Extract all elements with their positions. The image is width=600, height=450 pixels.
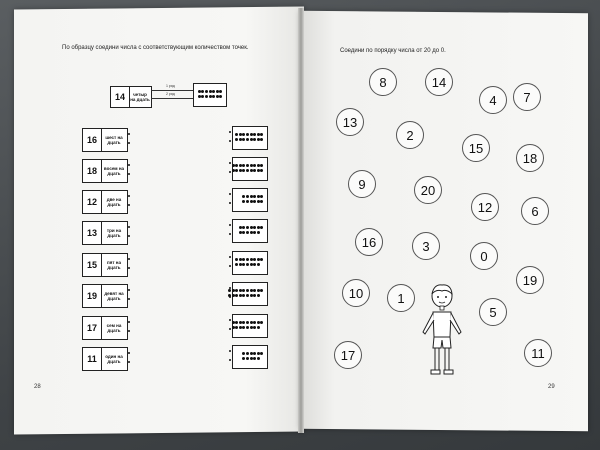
number-circle[interactable]: 14: [425, 68, 453, 96]
dot: [260, 164, 263, 167]
connect-point[interactable]: [229, 224, 231, 226]
dot-box[interactable]: [232, 126, 268, 150]
number-circle[interactable]: 6: [521, 197, 549, 225]
dot: [253, 294, 256, 297]
connect-point[interactable]: [229, 193, 231, 195]
dot: [242, 294, 245, 297]
connect-point[interactable]: [229, 202, 231, 204]
dot: [246, 200, 249, 203]
connect-point[interactable]: [229, 296, 231, 298]
dot: [239, 226, 242, 229]
row-word: три на дцать: [101, 222, 126, 244]
dot: [239, 258, 242, 261]
dot: [239, 231, 242, 234]
dot: [228, 289, 231, 292]
dot: [235, 289, 238, 292]
dot: [260, 258, 263, 261]
dot: [239, 263, 242, 266]
connect-point[interactable]: [128, 258, 130, 260]
number-circle[interactable]: 17: [334, 341, 362, 369]
dot: [260, 352, 263, 355]
connect-point[interactable]: [128, 235, 130, 237]
dot: [260, 226, 263, 229]
number-circle[interactable]: 11: [524, 339, 552, 367]
dot: [253, 258, 256, 261]
dot: [239, 169, 242, 172]
dot: [242, 326, 245, 329]
dot: [212, 95, 215, 98]
connect-point[interactable]: [128, 164, 130, 166]
dot: [253, 326, 256, 329]
dot: [257, 195, 260, 198]
number-circle[interactable]: 2: [396, 121, 424, 149]
row-number: 13: [86, 228, 97, 238]
dot: [235, 138, 238, 141]
dot: [246, 357, 249, 360]
dot: [260, 289, 263, 292]
dot: [253, 226, 256, 229]
dot: [253, 321, 256, 324]
connect-point[interactable]: [128, 330, 130, 332]
dot: [219, 95, 222, 98]
row-number: 19: [86, 291, 97, 301]
dot-box[interactable]: [232, 345, 268, 369]
dot: [216, 95, 219, 98]
example-number-box: [110, 86, 152, 108]
dot: [239, 289, 242, 292]
dot: [242, 231, 245, 234]
number-circle[interactable]: 5: [479, 298, 507, 326]
row-number: 17: [86, 323, 97, 333]
dot: [257, 357, 260, 360]
dot: [257, 326, 260, 329]
dot: [235, 326, 238, 329]
dot: [257, 231, 260, 234]
connect-point[interactable]: [229, 162, 231, 164]
connect-point[interactable]: [229, 350, 231, 352]
dot-box[interactable]: [232, 314, 268, 338]
example-connector-top: [151, 90, 193, 91]
dot: [235, 133, 238, 136]
number-box[interactable]: [82, 316, 128, 340]
connect-point[interactable]: [128, 204, 130, 206]
connect-point[interactable]: [128, 298, 130, 300]
dot: [239, 164, 242, 167]
dot: [232, 169, 235, 172]
dot: [246, 352, 249, 355]
left-page-number: 28: [34, 384, 41, 390]
dot: [260, 195, 263, 198]
dot: [235, 164, 238, 167]
dot: [232, 164, 235, 167]
dot: [257, 258, 260, 261]
dot: [250, 321, 253, 324]
number-box[interactable]: [82, 128, 128, 152]
right-instruction: Соедини по порядку числа от 20 до 0.: [340, 48, 446, 54]
dot: [246, 289, 249, 292]
number-circle[interactable]: 13: [336, 108, 364, 136]
number-circle[interactable]: 3: [412, 232, 440, 260]
connect-point[interactable]: [229, 265, 231, 267]
example-number: 14: [114, 92, 125, 102]
dot: [253, 263, 256, 266]
number-box[interactable]: [82, 284, 128, 308]
connect-point[interactable]: [128, 133, 130, 135]
connect-point[interactable]: [128, 289, 130, 291]
dot: [253, 352, 256, 355]
dot: [257, 164, 260, 167]
example-label-top: 1 ряд: [166, 84, 175, 88]
row-number: 18: [86, 166, 97, 176]
connect-point[interactable]: [229, 131, 231, 133]
dot: [242, 195, 245, 198]
number-circle[interactable]: 15: [462, 134, 490, 162]
dot: [209, 90, 212, 93]
dot: [253, 169, 256, 172]
dot: [250, 138, 253, 141]
dot: [246, 226, 249, 229]
connect-point[interactable]: [128, 361, 130, 363]
row-word: девят на дцать: [101, 285, 126, 307]
row-word: один на дцать: [101, 348, 126, 370]
row-word: сем на дцать: [101, 317, 126, 339]
connect-point[interactable]: [128, 226, 130, 228]
right-page-number: 29: [548, 384, 555, 390]
dot: [250, 357, 253, 360]
dot: [239, 294, 242, 297]
connect-point[interactable]: [229, 359, 231, 361]
dot: [253, 289, 256, 292]
dot-box[interactable]: [232, 251, 268, 275]
row-word: пят на дцать: [101, 254, 126, 276]
example-dot-box: [193, 83, 227, 107]
boy-illustration: [420, 282, 464, 380]
dot: [260, 321, 263, 324]
dot: [209, 95, 212, 98]
dot: [250, 164, 253, 167]
number-circle[interactable]: 9: [348, 170, 376, 198]
dot: [246, 169, 249, 172]
dot: [253, 133, 256, 136]
row-number: 16: [86, 135, 97, 145]
dot: [201, 95, 204, 98]
dot: [246, 195, 249, 198]
connect-point[interactable]: [128, 352, 130, 354]
dot: [246, 258, 249, 261]
dot: [260, 169, 263, 172]
dot: [198, 95, 201, 98]
dot: [246, 321, 249, 324]
dot: [257, 263, 260, 266]
number-box[interactable]: [82, 253, 128, 277]
dot: [250, 326, 253, 329]
dot: [250, 289, 253, 292]
number-circle[interactable]: 19: [516, 266, 544, 294]
dot: [250, 294, 253, 297]
dot: [232, 289, 235, 292]
number-box[interactable]: [82, 221, 128, 245]
example-connector-bottom: [151, 98, 193, 99]
dot: [242, 321, 245, 324]
dot: [257, 169, 260, 172]
dot: [235, 169, 238, 172]
number-circle[interactable]: 7: [513, 83, 541, 111]
example-word: четыр на дцать: [129, 87, 150, 107]
connect-point[interactable]: [229, 256, 231, 258]
dot: [201, 90, 204, 93]
row-number: 15: [86, 260, 97, 270]
dot: [250, 352, 253, 355]
number-circle[interactable]: 10: [342, 279, 370, 307]
dot: [246, 164, 249, 167]
number-box[interactable]: [82, 159, 128, 183]
dot: [232, 326, 235, 329]
dot: [235, 321, 238, 324]
number-circle[interactable]: 20: [414, 176, 442, 204]
dot: [246, 133, 249, 136]
example-label-bottom: 2 ряд: [166, 92, 175, 96]
dot: [253, 357, 256, 360]
number-circle[interactable]: 8: [369, 68, 397, 96]
dot: [242, 226, 245, 229]
connect-point[interactable]: [229, 328, 231, 330]
row-number: 11: [87, 354, 97, 364]
dot: [235, 294, 238, 297]
dot: [242, 263, 245, 266]
dot: [242, 164, 245, 167]
dot: [260, 200, 263, 203]
dot: [260, 133, 263, 136]
connect-point[interactable]: [229, 319, 231, 321]
dot: [250, 200, 253, 203]
connect-point[interactable]: [229, 287, 231, 289]
dot: [239, 321, 242, 324]
dot: [250, 169, 253, 172]
number-circle[interactable]: 12: [471, 193, 499, 221]
number-circle[interactable]: 4: [479, 86, 507, 114]
dot: [250, 258, 253, 261]
dot-box[interactable]: [232, 157, 268, 181]
number-circle[interactable]: 16: [355, 228, 383, 256]
dot: [253, 195, 256, 198]
number-circle[interactable]: 0: [470, 242, 498, 270]
dot: [257, 226, 260, 229]
row-number: 12: [86, 197, 97, 207]
dot: [257, 352, 260, 355]
dot-box[interactable]: [232, 188, 268, 212]
row-word: шест на дцать: [101, 129, 126, 151]
dot: [260, 138, 263, 141]
dot: [216, 90, 219, 93]
connect-point[interactable]: [128, 173, 130, 175]
dot: [242, 352, 245, 355]
connect-point[interactable]: [229, 140, 231, 142]
dot: [250, 263, 253, 266]
dot: [219, 90, 222, 93]
connect-point[interactable]: [128, 195, 130, 197]
dot: [253, 138, 256, 141]
dot: [257, 200, 260, 203]
dot: [257, 133, 260, 136]
dot: [242, 200, 245, 203]
dot: [242, 169, 245, 172]
dot-box[interactable]: [232, 282, 268, 306]
dot: [242, 357, 245, 360]
dot: [239, 133, 242, 136]
number-circle[interactable]: 18: [516, 144, 544, 172]
number-box[interactable]: [82, 190, 128, 214]
dot: [205, 90, 208, 93]
dot: [212, 90, 215, 93]
connect-point[interactable]: [128, 321, 130, 323]
dot: [257, 138, 260, 141]
dot: [250, 133, 253, 136]
dot: [235, 263, 238, 266]
dot: [242, 133, 245, 136]
left-instruction: По образцу соедини числа с соответствующим количеством точек.: [62, 45, 249, 51]
dot: [242, 138, 245, 141]
dot: [235, 258, 238, 261]
connect-point[interactable]: [229, 233, 231, 235]
dot-box[interactable]: [232, 219, 268, 243]
dot: [232, 294, 235, 297]
dot: [250, 195, 253, 198]
dot: [246, 138, 249, 141]
dot: [250, 226, 253, 229]
dot: [246, 231, 249, 234]
dot: [257, 321, 260, 324]
dot: [242, 258, 245, 261]
dot: [239, 138, 242, 141]
dot: [246, 263, 249, 266]
dot: [250, 231, 253, 234]
number-circle[interactable]: 1: [387, 284, 415, 312]
number-box[interactable]: [82, 347, 128, 371]
dot: [242, 289, 245, 292]
dot: [253, 164, 256, 167]
dot: [198, 90, 201, 93]
row-word: восем на дцать: [101, 160, 126, 182]
dot: [257, 294, 260, 297]
dot: [246, 294, 249, 297]
connect-point[interactable]: [128, 142, 130, 144]
dot: [239, 326, 242, 329]
dot: [205, 95, 208, 98]
dot: [246, 326, 249, 329]
dot: [232, 321, 235, 324]
book-spine: [298, 8, 304, 433]
dot: [257, 289, 260, 292]
row-word: две на дцать: [101, 191, 126, 213]
dot: [253, 200, 256, 203]
connect-point[interactable]: [128, 267, 130, 269]
dot: [253, 231, 256, 234]
connect-point[interactable]: [229, 171, 231, 173]
